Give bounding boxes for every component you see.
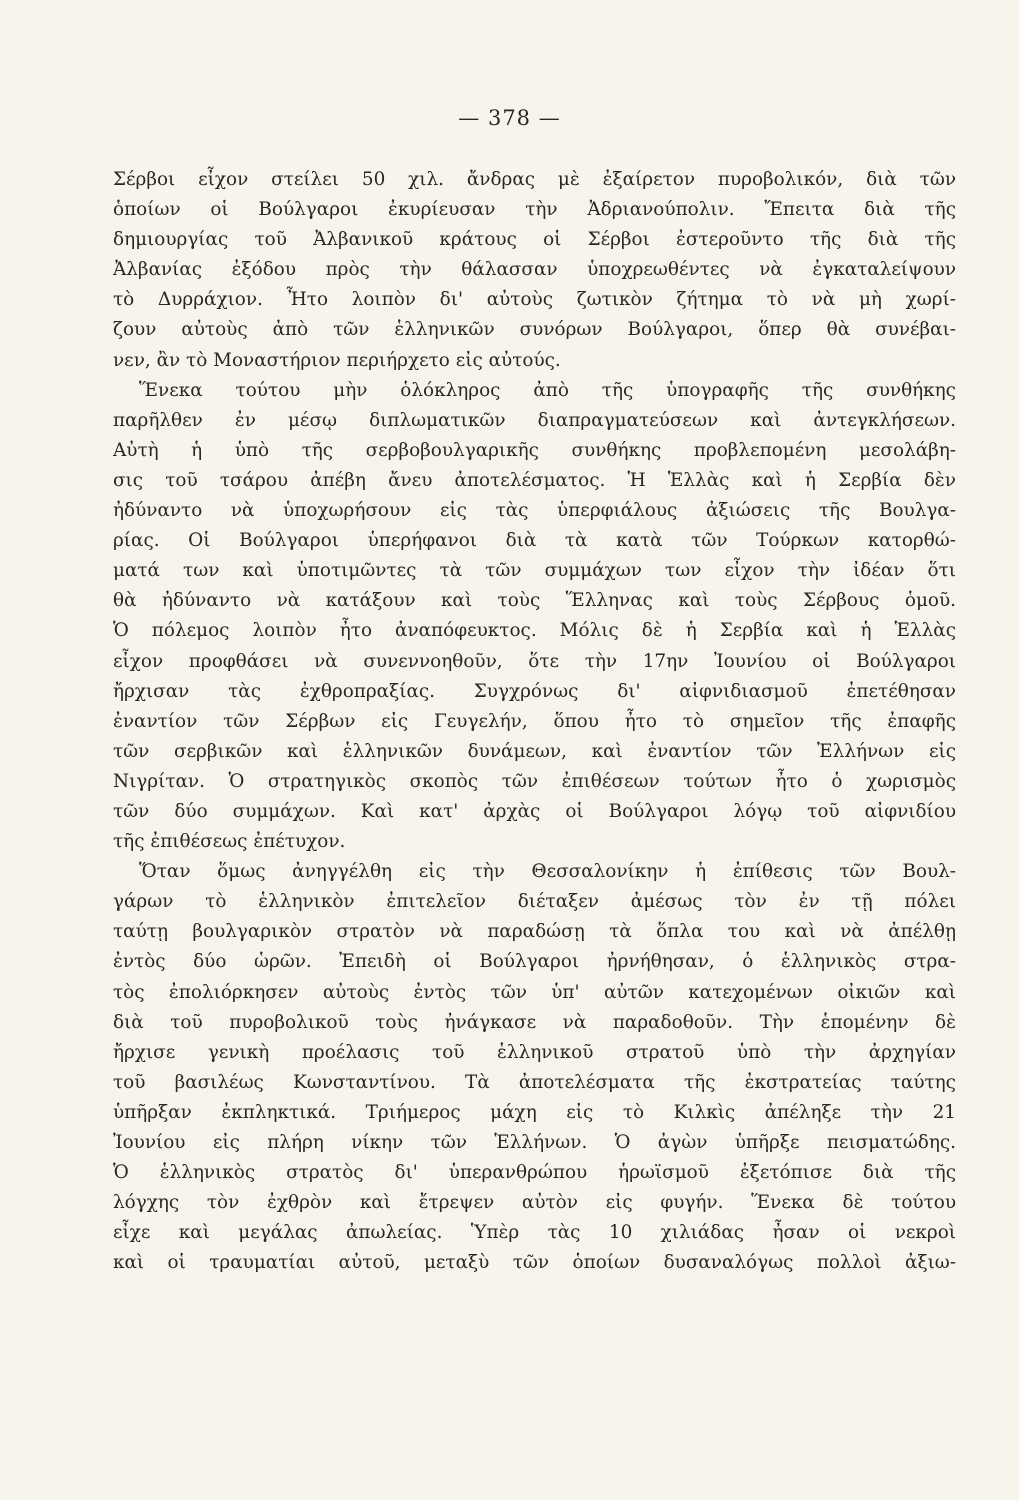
text-line: παρῆλθεν ἐν μέσῳ διπλωματικῶν διαπραγματεύσεων καὶ ἀντεγκλήσεων. [113, 409, 956, 431]
text-line: διὰ τοῦ πυροβολικοῦ τοὺς ἠνάγκασε νὰ παραδοθοῦν. Τὴν ἑπομένην δὲ [113, 1011, 956, 1033]
text-line: ταύτῃ βουλγαρικὸν στρατὸν νὰ παραδώσῃ τὰ ὅπλα του καὶ νὰ ἀπέλθῃ [113, 921, 956, 943]
text-line: ματά των καὶ ὑποτιμῶντες τὰ τῶν συμμάχων των εἶχον τὴν ἰδέαν ὅτι [113, 560, 956, 582]
page-number: — 378 — [458, 106, 561, 130]
text-line: καὶ οἱ τραυματίαι αὐτοῦ, μεταξὺ τῶν ὁποίων δυσαναλόγως πολλοὶ ἀξιω- [113, 1252, 956, 1274]
text-line: Ὁ πόλεμος λοιπὸν ἦτο ἀναπόφευκτος. Μόλις δὲ ἡ Σερβία καὶ ἡ Ἑλλὰς [113, 620, 956, 642]
text-line: ἤρχισε γενικὴ προέλασις τοῦ ἑλληνικοῦ στρατοῦ ὑπὸ τὴν ἀρχηγίαν [113, 1041, 956, 1063]
text-line: ρίας. Οἱ Βούλγαροι ὑπερήφανοι διὰ τὰ κατὰ τῶν Τούρκων κατορθώ- [113, 530, 956, 552]
text-line: ζουν αὐτοὺς ἀπὸ τῶν ἑλληνικῶν συνόρων Βούλγαροι, ὅπερ θὰ συνέβαι- [113, 319, 956, 341]
text-line: σις τοῦ τσάρου ἀπέβη ἄνευ ἀποτελέσματος. Ἡ Ἑλλὰς καὶ ἡ Σερβία δὲν [113, 469, 956, 491]
text-line: Αὐτὴ ἡ ὑπὸ τῆς σερβοβουλγαρικῆς συνθήκης προβλεπομένη μεσολάβη- [113, 439, 956, 461]
text-line: νεν, ἂν τὸ Μοναστήριον περιήρχετο εἰς αὐτούς. [113, 349, 561, 371]
text-line: Ἰουνίου εἰς πλήρη νίκην τῶν Ἑλλήνων. Ὁ ἀγὼν ὑπῆρξε πεισματώδης. [113, 1132, 956, 1153]
text-line: Ἕνεκα τούτου μὴν ὁλόκληρος ἀπὸ τῆς ὑπογραφῆς τῆς συνθήκης [139, 379, 956, 401]
text-line: ἠδύναντο νὰ ὑποχωρήσουν εἰς τὰς ὑπερφιάλους ἀξιώσεις τῆς Βουλγα- [113, 500, 956, 522]
body-text [113, 165, 956, 1278]
text-line: ὑπῆρξαν ἐκπληκτικά. Τριήμερος μάχη εἰς τὸ Κιλκὶς ἀπέληξε τὴν 21 [113, 1101, 956, 1123]
text-line: Ὅταν ὅμως ἀνηγγέλθη εἰς τὴν Θεσσαλονίκην ἡ ἐπίθεσις τῶν Βουλ- [139, 861, 956, 883]
text-line: τῶν σερβικῶν καὶ ἑλληνικῶν δυνάμεων, καὶ ἐναντίον τῶν Ἑλλήνων εἰς [113, 740, 956, 762]
text-line: τῆς ἐπιθέσεως ἐπέτυχον. [113, 831, 346, 853]
text-line: γάρων τὸ ἑλληνικὸν ἐπιτελεῖον διέταξεν ἀμέσως τὸν ἐν τῇ πόλει [113, 891, 956, 913]
text-line: δημιουργίας τοῦ Ἀλβανικοῦ κράτους οἱ Σέρβοι ἐστεροῦντο τῆς διὰ τῆς [113, 229, 956, 251]
text-line: Ὁ ἑλληνικὸς στρατὸς δι' ὑπερανθρώπου ἡρωϊσμοῦ ἐξετόπισε διὰ τῆς [113, 1162, 956, 1184]
text-line: Σέρβοι εἶχον στείλει 50 χιλ. ἄνδρας μὲ ἐξαίρετον πυροβολικόν, διὰ τῶν [113, 169, 956, 190]
text-line: τοῦ βασιλέως Κωνσταντίνου. Τὰ ἀποτελέσματα τῆς ἐκστρατείας ταύτης [113, 1071, 956, 1093]
text-line: Νιγρίταν. Ὁ στρατηγικὸς σκοπὸς τῶν ἐπιθέσεων τούτων ἦτο ὁ χωρισμὸς [113, 770, 956, 792]
text-line: λόγχης τὸν ἐχθρὸν καὶ ἔτρεψεν αὐτὸν εἰς φυγήν. Ἕνεκα δὲ τούτου [113, 1192, 956, 1214]
text-line: τῶν δύο συμμάχων. Καὶ κατ' ἀρχὰς οἱ Βούλγαροι λόγῳ τοῦ αἰφνιδίου [113, 800, 956, 822]
text-line: θὰ ἠδύναντο νὰ κατάξουν καὶ τοὺς Ἕλληνας καὶ τοὺς Σέρβους ὁμοῦ. [113, 590, 956, 612]
text-line: εἶχε καὶ μεγάλας ἀπωλείας. Ὑπὲρ τὰς 10 χιλιάδας ἦσαν οἱ νεκροὶ [113, 1222, 956, 1244]
text-line: ὁποίων οἱ Βούλγαροι ἐκυρίευσαν τὴν Ἀδριανούπολιν. Ἔπειτα διὰ τῆς [113, 199, 956, 221]
text-line: Ἀλβανίας ἐξόδου πρὸς τὴν θάλασσαν ὑποχρεωθέντες νὰ ἐγκαταλείψουν [113, 259, 956, 281]
text-line: ἐντὸς δύο ὡρῶν. Ἐπειδὴ οἱ Βούλγαροι ἠρνήθησαν, ὁ ἑλληνικὸς στρα- [113, 951, 956, 973]
text-line: τὸ Δυρράχιον. Ἦτο λοιπὸν δι' αὐτοὺς ζωτικὸν ζήτημα τὸ νὰ μὴ χωρί- [113, 289, 956, 311]
text-line: εἶχον προφθάσει νὰ συνεννοηθοῦν, ὅτε τὴν 17ην Ἰουνίου οἱ Βούλγαροι [113, 650, 956, 672]
text-line: ἤρχισαν τὰς ἐχθροπραξίας. Συγχρόνως δι' αἰφνιδιασμοῦ ἐπετέθησαν [113, 680, 956, 702]
text-line: ἐναντίον τῶν Σέρβων εἰς Γευγελήν, ὅπου ἦτο τὸ σημεῖον τῆς ἐπαφῆς [113, 710, 956, 732]
text-line: τὸς ἐπολιόρκησεν αὐτοὺς ἐντὸς τῶν ὑπ' αὐτῶν κατεχομένων οἰκιῶν καὶ [113, 981, 956, 1003]
